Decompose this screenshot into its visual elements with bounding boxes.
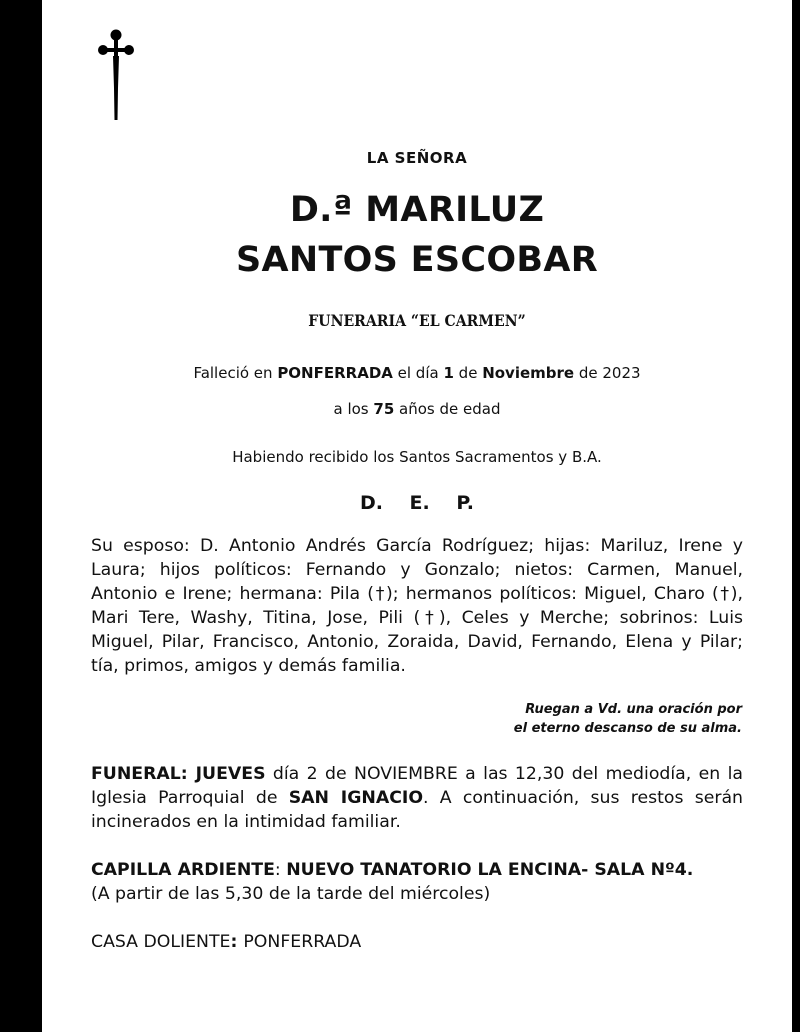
cross-icon (96, 28, 140, 124)
prayer-request-line1: Ruegan a Vd. una oración por (525, 702, 742, 717)
death-line: Falleció en PONFERRADA el día 1 de Noviembre de 2023 (193, 364, 641, 382)
prayer-request-line2: el eterno descanso de su alma. (513, 721, 742, 736)
title-label: LA SEÑORA (366, 149, 468, 167)
obituary-sheet (42, 0, 792, 1032)
dep-line: D. E. P. (359, 492, 475, 514)
funeral-paragraph: FUNERAL: JUEVES día 2 de NOVIEMBRE a las 12,30 del mediodía, en la Iglesia Parroquial de SAN IGNACIO. A continuación, sus restos serán incinerados en la intimidad familiar. (91, 764, 743, 832)
wake-section (91, 858, 743, 906)
funeral-home-name: FUNERARIA “EL CARMEN” (308, 311, 526, 330)
wake-line: CAPILLA ARDIENTE: NUEVO TANATORIO LA ENCINA- SALA Nº4. (91, 860, 694, 880)
wake-note: (A partir de las 5,30 de la tarde del miércoles) (91, 884, 491, 904)
sacraments-line: Habiendo recibido los Santos Sacramentos y B.A. (232, 448, 602, 466)
family-paragraph: Su esposo: D. Antonio Andrés García Rodríguez; hijas: Mariluz, Irene y Laura; hijos políticos: Fernando y Gonzalo; nietos: Carmen, Manuel, Antonio e Irene; hermana: Pila (†); hermanos políticos: Miguel, Charo (†), Mari Tere, Washy, Titina, Jose, Pili (†), Celes y Merche; sobrinos: Luis Miguel, Pilar, Francisco, Antonio, Zoraida, David, Fernando, Elena y Pilar; tía, primos, amigos y demás familia. (91, 536, 743, 676)
mourning-house: CASA DOLIENTE: PONFERRADA (91, 932, 362, 952)
prayer-request (514, 700, 742, 738)
age-line: a los 75 años de edad (333, 400, 501, 418)
deceased-name-line1: D.ª MARILUZ (289, 190, 545, 230)
deceased-name-line2: SANTOS ESCOBAR (235, 240, 599, 280)
